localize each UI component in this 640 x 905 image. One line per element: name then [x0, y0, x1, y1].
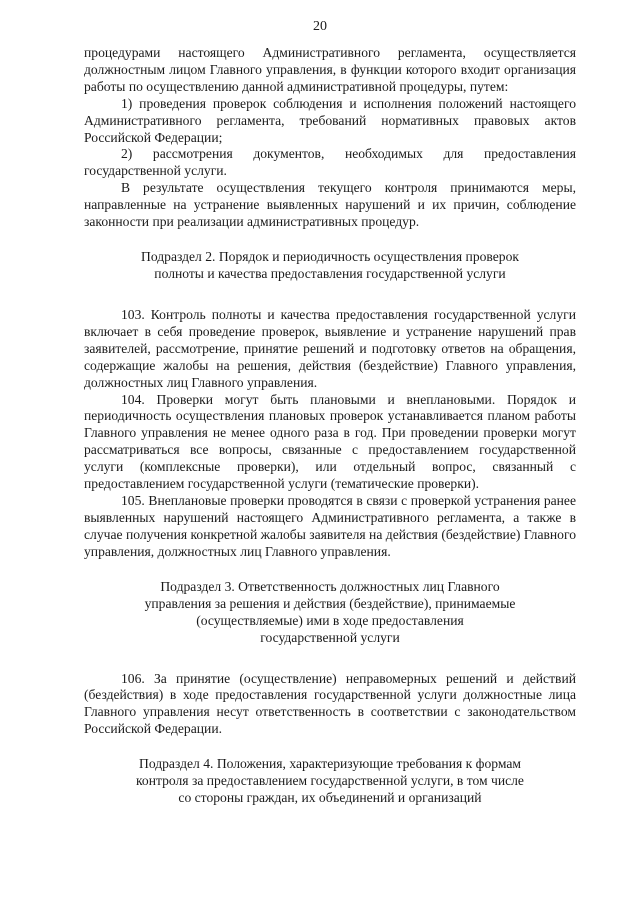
subsection-4-heading: [84, 755, 576, 806]
heading-line: полноты и качества предоставления государственной услуги: [154, 265, 506, 281]
paragraph-intro-result: В результате осуществления текущего контроля принимаются меры, направленные на устранение выявленных нарушений и их причин, соблюдение законности при реализации административных процедур.: [84, 180, 576, 230]
subsection-2-heading: [84, 248, 576, 282]
paragraph-105: 105. Внеплановые проверки проводятся в связи с проверкой устранения ранее выявленных нарушений настоящего Административного регламента, а также в случае получения конкретной жалобы заявителя на действия (бездействие) Главного управления, должностных лиц Главного управления.: [84, 492, 576, 559]
heading-line: Подраздел 3. Ответственность должностных лиц Главного: [160, 578, 500, 594]
heading-line: со стороны граждан, их объединений и организаций: [178, 790, 482, 806]
heading-line: Подраздел 4. Положения, характеризующие требования к формам: [139, 756, 521, 772]
heading-line: Подраздел 2. Порядок и периодичность осуществления проверок: [141, 248, 519, 264]
paragraph-intro-item-1: 1) проведения проверок соблюдения и исполнения положений настоящего Административного регламента, требований нормативных правовых актов Российской Федерации;: [84, 95, 576, 145]
heading-line: управления за решения и действия (бездействие), принимаемые: [144, 595, 516, 611]
heading-line: (осуществляемые) ими в ходе предоставления: [196, 612, 464, 628]
paragraph-106: 106. За принятие (осуществление) неправомерных решений и действий (бездействия) в ходе предоставления государственной услуги должностные лица Главного управления несут ответственность в соответствии с законодательством Российской Федерации.: [84, 670, 576, 737]
heading-line: государственной услуги: [260, 629, 400, 645]
document-body: [84, 45, 576, 806]
page-number: 20: [313, 19, 327, 34]
subsection-3-heading: [84, 578, 576, 646]
heading-line: контроля за предоставлением государственной услуги, в том числе: [136, 773, 524, 789]
paragraph-103: 103. Контроль полноты и качества предоставления государственной услуги включает в себя проведение проверок, выявление и устранение нарушений прав заявителей, рассмотрение, принятие решений и подготовку ответов на обращения, содержащие жалобы на решения, действия (бездействие) Главного управления, должностных лиц Главного управления.: [84, 306, 576, 390]
paragraph-104: 104. Проверки могут быть плановыми и внеплановыми. Порядок и периодичность осуществления плановых проверок устанавливается планом работы Главного управления не менее одного раза в год. При проведении проверки могут рассматриваться все вопросы, связанные с предоставлением государственной услуги (комплексные проверки), или отдельный вопрос, связанный с предоставлением государственной услуги (тематические проверки).: [84, 391, 576, 492]
paragraph-intro-item-2: 2) рассмотрения документов, необходимых для предоставления государственной услуги.: [84, 146, 576, 179]
paragraph-intro-continuation: процедурами настоящего Административного регламента, осуществляется должностным лицом Главного управления, в функции которого входит организация работы по осуществлению данной административной процедуры, путем:: [84, 45, 576, 94]
